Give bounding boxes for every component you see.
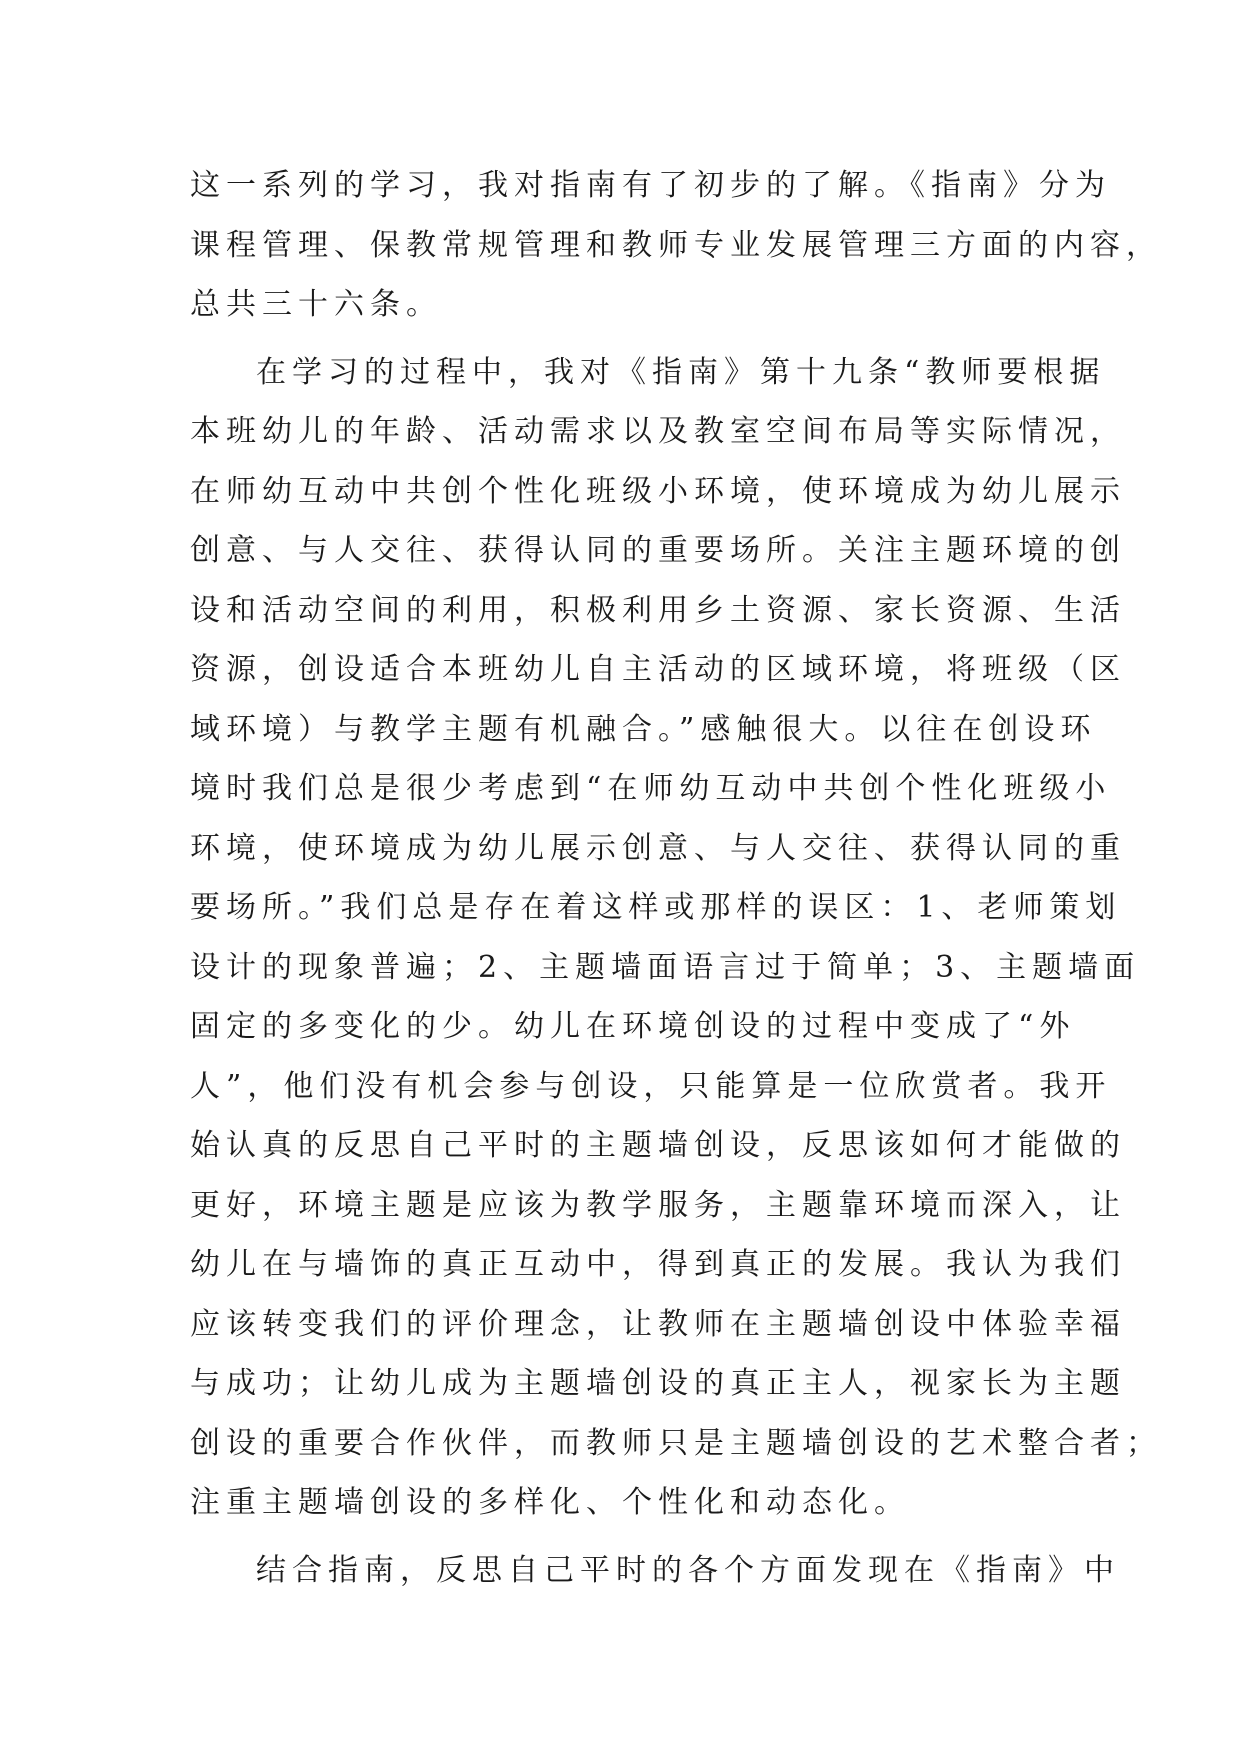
text-line: 始认真的反思自己平时的主题墙创设，反思该如何才能做的	[190, 1128, 1126, 1163]
text-line: 幼儿在与墙饰的真正互动中，得到真正的发展。我认为我们	[190, 1247, 1126, 1282]
paragraph-spacer	[190, 335, 1060, 343]
text-line: 与成功；让幼儿成为主题墙创设的真正主人，视家长为主题	[190, 1366, 1126, 1401]
text-line: 境时我们总是很少考虑到“在师幼互动中共创个性化班级小	[190, 771, 1112, 806]
text-line: 应该转变我们的评价理念，让教师在主题墙创设中体验幸福	[190, 1306, 1126, 1342]
text-line: 在师幼互动中共创个性化班级小环境，使环境成为幼儿展示	[190, 473, 1126, 509]
text-line: 结合指南，反思自己平时的各个方面发现在《指南》中	[256, 1552, 1120, 1588]
text-line: 本班幼儿的年龄、活动需求以及教室空间布局等实际情况，	[190, 414, 1126, 449]
text-line: 在学习的过程中，我对《指南》第十九条“教师要根据	[256, 354, 1106, 390]
text-line: 设计的现象普遍；2、主题墙面语言过于简单；3、主题墙面	[190, 949, 1141, 985]
text-line: 要场所。”我们总是存在着这样或那样的误区：1、老师策划	[190, 890, 1122, 925]
text-line: 域环境）与教学主题有机融合。”感触很大。以往在创设环	[190, 711, 1097, 747]
text-line: 更好，环境主题是应该为教学服务，主题靠环境而深入，让	[190, 1187, 1126, 1223]
text-line: 资源，创设适合本班幼儿自主活动的区域环境，将班级（区	[190, 652, 1126, 687]
text-line: 这一系列的学习，我对指南有了初步的了解。《指南》分为	[190, 168, 1111, 203]
paragraph	[190, 156, 1162, 335]
paragraph-spacer	[190, 1533, 1060, 1541]
text-line: 课程管理、保教常规管理和教师专业发展管理三方面的内容，	[190, 227, 1162, 263]
text-line: 注重主题墙创设的多样化、个性化和动态化。	[190, 1485, 910, 1520]
text-line: 人”，他们没有机会参与创设，只能算是一位欣赏者。我开	[190, 1068, 1112, 1104]
text-line: 固定的多变化的少。幼儿在环境创设的过程中变成了“外	[190, 1009, 1076, 1044]
text-line: 总共三十六条。	[190, 287, 442, 322]
text-line: 环境，使环境成为幼儿展示创意、与人交往、获得认同的重	[190, 830, 1126, 866]
text-line: 设和活动空间的利用，积极利用乡土资源、家长资源、生活	[190, 592, 1126, 628]
paragraph	[190, 343, 1162, 1533]
document-body	[190, 156, 1162, 1600]
paragraph	[190, 1541, 1120, 1601]
text-line: 创意、与人交往、获得认同的重要场所。关注主题环境的创	[190, 533, 1126, 568]
text-line: 创设的重要合作伙伴，而教师只是主题墙创设的艺术整合者；	[190, 1425, 1162, 1461]
